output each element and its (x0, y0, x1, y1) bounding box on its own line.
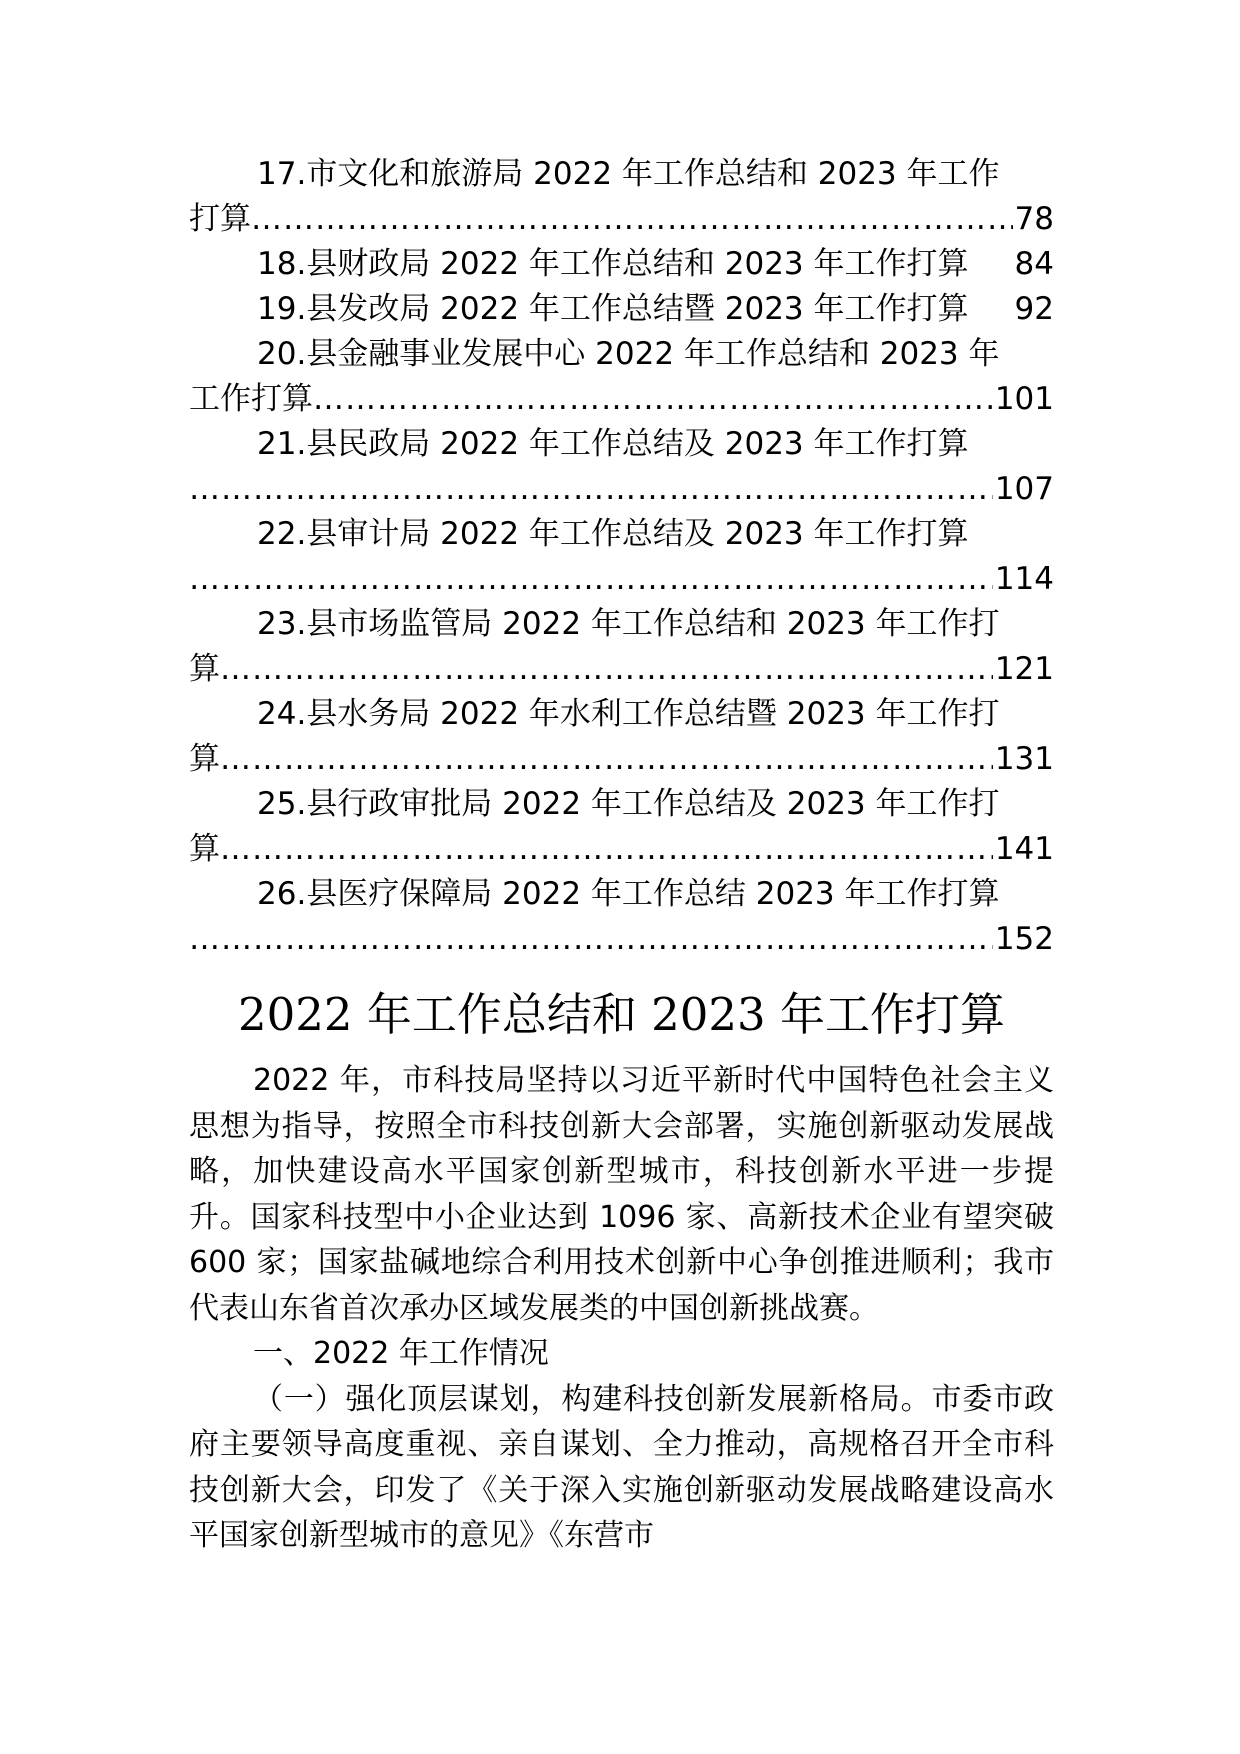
toc-number: 26. (257, 876, 307, 912)
toc-leader-dots (189, 467, 993, 512)
toc-title: 县发改局 2022 年工作总结暨 2023 年工作打算 (306, 291, 969, 327)
table-of-contents (189, 152, 1054, 962)
toc-number: 17. (257, 156, 307, 192)
toc-number: 21. (257, 426, 307, 462)
body-paragraph: （一）强化顶层谋划，构建科技创新发展新格局。市委市政府主要领导高度重视、亲自谋划、全力推动，高规格召开全市科技创新大会，印发了《关于深入实施创新驱动发展战略建设高水平国家创新型城市的意见》《东营市 (189, 1381, 1054, 1553)
toc-entry-25-line2[interactable] (189, 827, 1054, 872)
toc-leader-dots (189, 557, 993, 602)
toc-entry-23-line2[interactable] (189, 647, 1054, 692)
toc-page-number: 84 (1014, 246, 1054, 282)
toc-entry-22-line1[interactable] (189, 512, 1054, 557)
section-heading: 一、2022 年工作情况 (253, 1336, 549, 1371)
toc-page-number: 131 (994, 741, 1054, 777)
document-title: 2022 年工作总结和 2023 年工作打算 (238, 988, 1005, 1041)
toc-title-continued: 算 (189, 651, 220, 687)
toc-leader-dots (220, 647, 993, 692)
toc-title: 县财政局 2022 年工作总结和 2023 年工作打算 (306, 246, 969, 282)
toc-title: 县行政审批局 2022 年工作总结及 2023 年工作打 (306, 786, 1000, 822)
toc-page-number: 92 (1014, 291, 1054, 327)
toc-title-continued: 算 (189, 831, 220, 867)
toc-title-continued: 算 (189, 741, 220, 777)
toc-title: 县医疗保障局 2022 年工作总结 2023 年工作打算 (306, 876, 1000, 912)
toc-entry-24-line2[interactable] (189, 737, 1054, 782)
toc-title: 市文化和旅游局 2022 年工作总结和 2023 年工作 (306, 156, 1000, 192)
toc-title: 县金融事业发展中心 2022 年工作总结和 2023 年 (306, 336, 1000, 372)
toc-page-number: 121 (994, 651, 1054, 687)
toc-entry-21-line2[interactable] (189, 467, 1054, 512)
toc-entry-17-line1[interactable] (189, 152, 1054, 197)
toc-page-number: 114 (994, 561, 1054, 597)
toc-entry-24-line1[interactable] (189, 692, 1054, 737)
body-paragraph: 2022 年，市科技局坚持以习近平新时代中国特色社会主义思想为指导，按照全市科技创新大会部署，实施创新驱动发展战略，加快建设高水平国家创新型城市，科技创新水平进一步提升。国家科技型中小企业达到 1096 家、高新技术企业有望突破 600 家；国家盐碱地综合利用技术创新中心争创推进顺利；我市代表山东省首次承办区域发展类的中国创新挑战赛。 (189, 1063, 1054, 1326)
toc-page-number: 152 (994, 921, 1054, 957)
toc-entry-23-line1[interactable] (189, 602, 1054, 647)
toc-page-number: 107 (994, 471, 1054, 507)
toc-page-number: 141 (994, 831, 1054, 867)
toc-entry-21-line1[interactable] (189, 422, 1054, 467)
toc-title: 县市场监管局 2022 年工作总结和 2023 年工作打 (306, 606, 1000, 642)
toc-page-number: 101 (994, 381, 1054, 417)
toc-leader-dots (251, 197, 1013, 242)
toc-entry-19[interactable] (189, 287, 1054, 332)
toc-title: 县水务局 2022 年水利工作总结暨 2023 年工作打 (306, 696, 1000, 732)
toc-page-number: 78 (1014, 201, 1054, 237)
toc-entry-26-line1[interactable] (189, 872, 1054, 917)
toc-number: 22. (257, 516, 307, 552)
toc-entry-25-line1[interactable] (189, 782, 1054, 827)
toc-title-continued: 打算 (189, 201, 251, 237)
toc-entry-26-line2[interactable] (189, 917, 1054, 962)
toc-entry-18[interactable] (189, 242, 1054, 287)
toc-leader-dots (189, 917, 993, 962)
toc-leader-dots (220, 827, 993, 872)
toc-number: 25. (257, 786, 307, 822)
toc-number: 19. (257, 291, 307, 327)
toc-title-continued: 工作打算 (189, 381, 313, 417)
toc-number: 23. (257, 606, 307, 642)
toc-leader-dots (313, 377, 993, 422)
toc-entry-17-line2[interactable] (189, 197, 1054, 242)
toc-title: 县民政局 2022 年工作总结及 2023 年工作打算 (306, 426, 969, 462)
toc-number: 18. (257, 246, 307, 282)
toc-number: 24. (257, 696, 307, 732)
toc-title: 县审计局 2022 年工作总结及 2023 年工作打算 (306, 516, 969, 552)
toc-number: 20. (257, 336, 307, 372)
document-body (189, 1058, 1054, 1559)
toc-entry-20-line2[interactable] (189, 377, 1054, 422)
toc-leader-dots (220, 737, 993, 782)
toc-entry-20-line1[interactable] (189, 332, 1054, 377)
toc-entry-22-line2[interactable] (189, 557, 1054, 602)
